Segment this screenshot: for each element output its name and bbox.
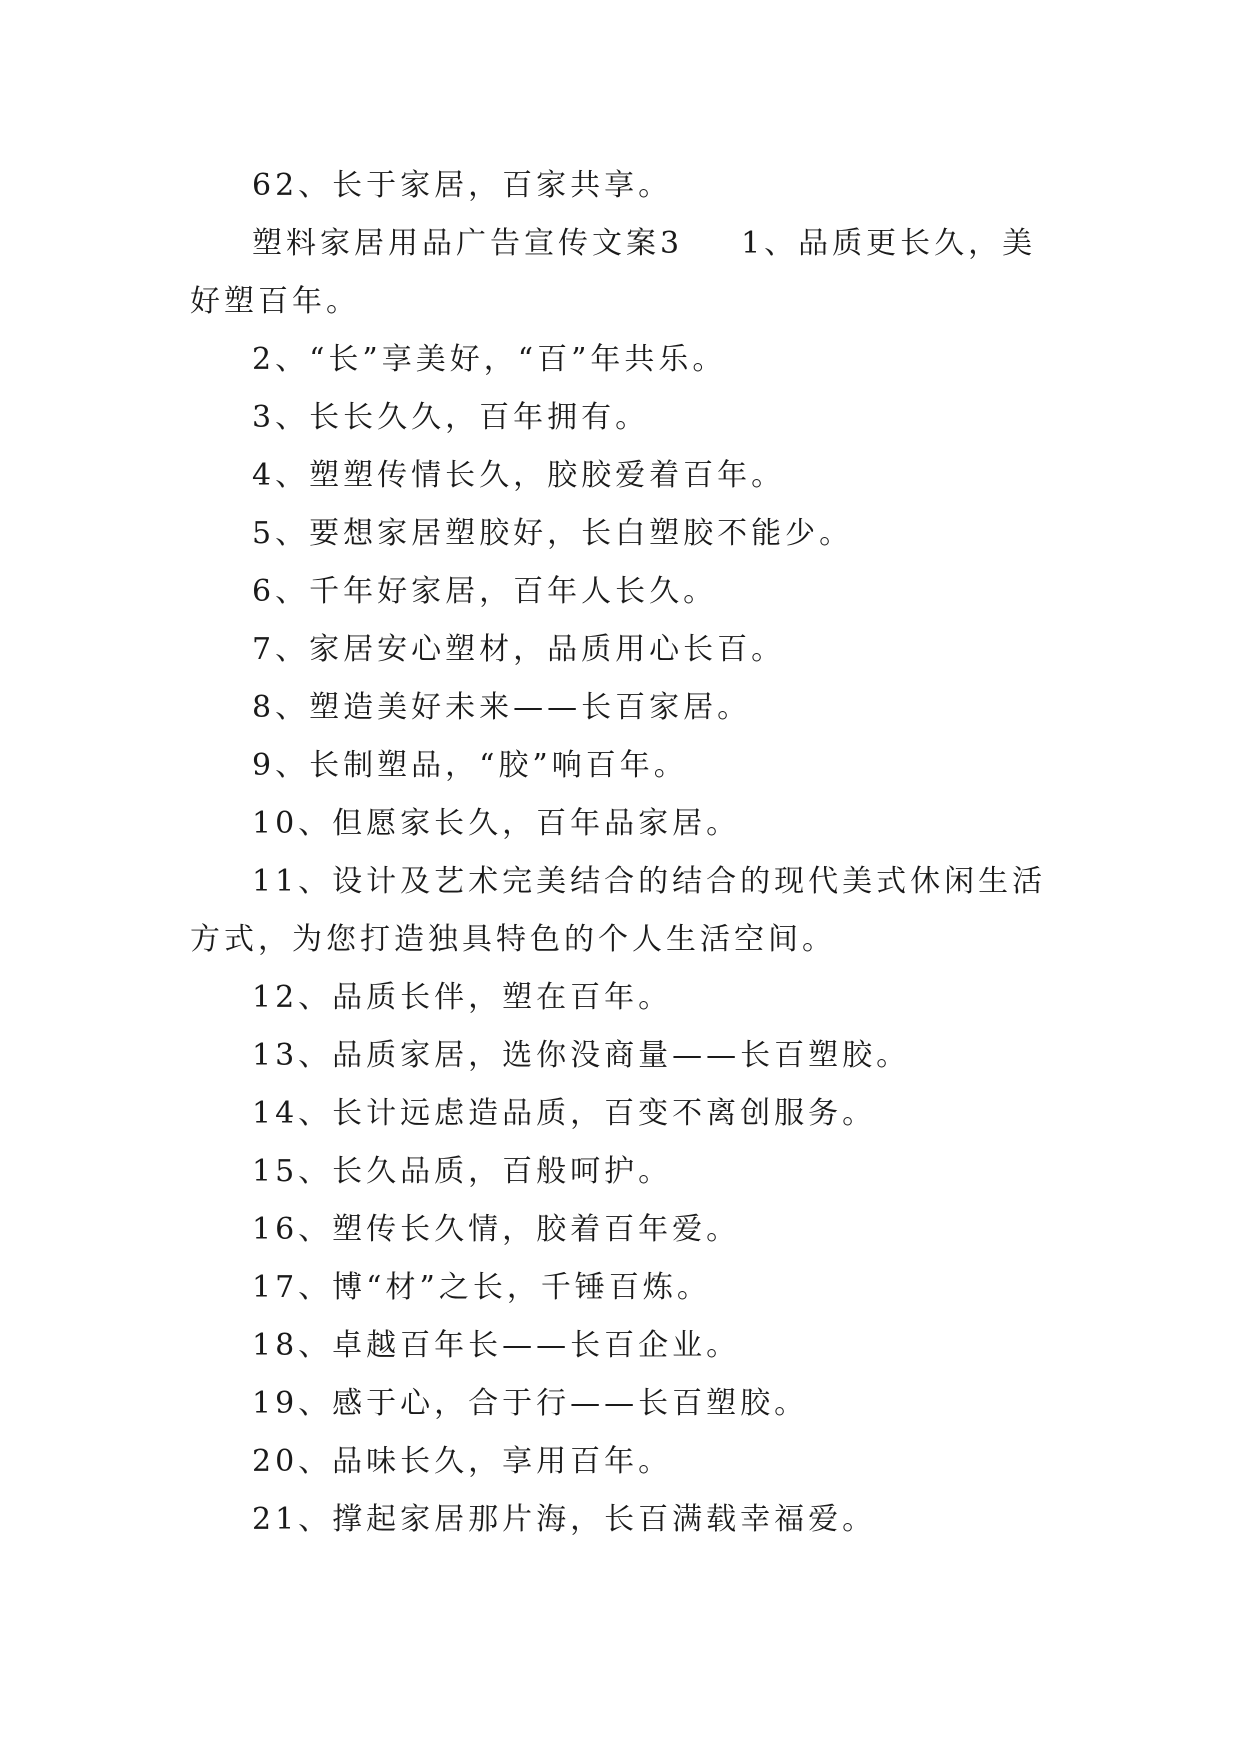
paragraph: 17、博“材”之长，千锤百炼。: [252, 1270, 711, 1305]
paragraph: 2、“长”享美好，“百”年共乐。: [252, 342, 727, 377]
paragraph: 5、要想家居塑胶好，长白塑胶不能少。: [252, 516, 854, 551]
paragraph: 9、长制塑品，“胶”响百年。: [252, 748, 688, 783]
paragraph: 13、品质家居，选你没商量——长百塑胶。: [252, 1038, 911, 1073]
document-body: [190, 157, 1060, 1549]
paragraph: 15、长久品质，百般呵护。: [252, 1154, 673, 1189]
paragraph: 8、塑造美好未来——长百家居。: [252, 690, 752, 725]
paragraph: 19、感于心，合于行——长百塑胶。: [252, 1386, 809, 1421]
section-heading: 塑料家居用品广告宣传文案3: [252, 226, 684, 261]
paragraph: 20、品味长久，享用百年。: [252, 1444, 673, 1479]
section-first-item: 1、品质更长久，美好塑百年。: [190, 226, 1037, 319]
paragraph: 11、设计及艺术完美结合的结合的现代美式休闲生活方式，为您打造独具特色的个人生活空间。: [190, 864, 1047, 957]
paragraph: 3、长长久久，百年拥有。: [252, 400, 650, 435]
paragraph-with-heading: [190, 215, 1060, 331]
paragraph: 6、千年好家居，百年人长久。: [252, 574, 718, 609]
paragraph: 12、品质长伴，塑在百年。: [252, 980, 673, 1015]
paragraph: 7、家居安心塑材，品质用心长百。: [252, 632, 786, 667]
paragraph: 10、但愿家长久，百年品家居。: [252, 806, 741, 841]
paragraph: 18、卓越百年长——长百企业。: [252, 1328, 741, 1363]
paragraph: 21、撑起家居那片海，长百满载幸福爱。: [252, 1502, 877, 1537]
paragraph: 62、长于家居，百家共享。: [252, 168, 673, 203]
paragraph: 16、塑传长久情，胶着百年爱。: [252, 1212, 741, 1247]
paragraph: 4、塑塑传情长久，胶胶爱着百年。: [252, 458, 786, 493]
paragraph: 14、长计远虑造品质，百变不离创服务。: [252, 1096, 877, 1131]
